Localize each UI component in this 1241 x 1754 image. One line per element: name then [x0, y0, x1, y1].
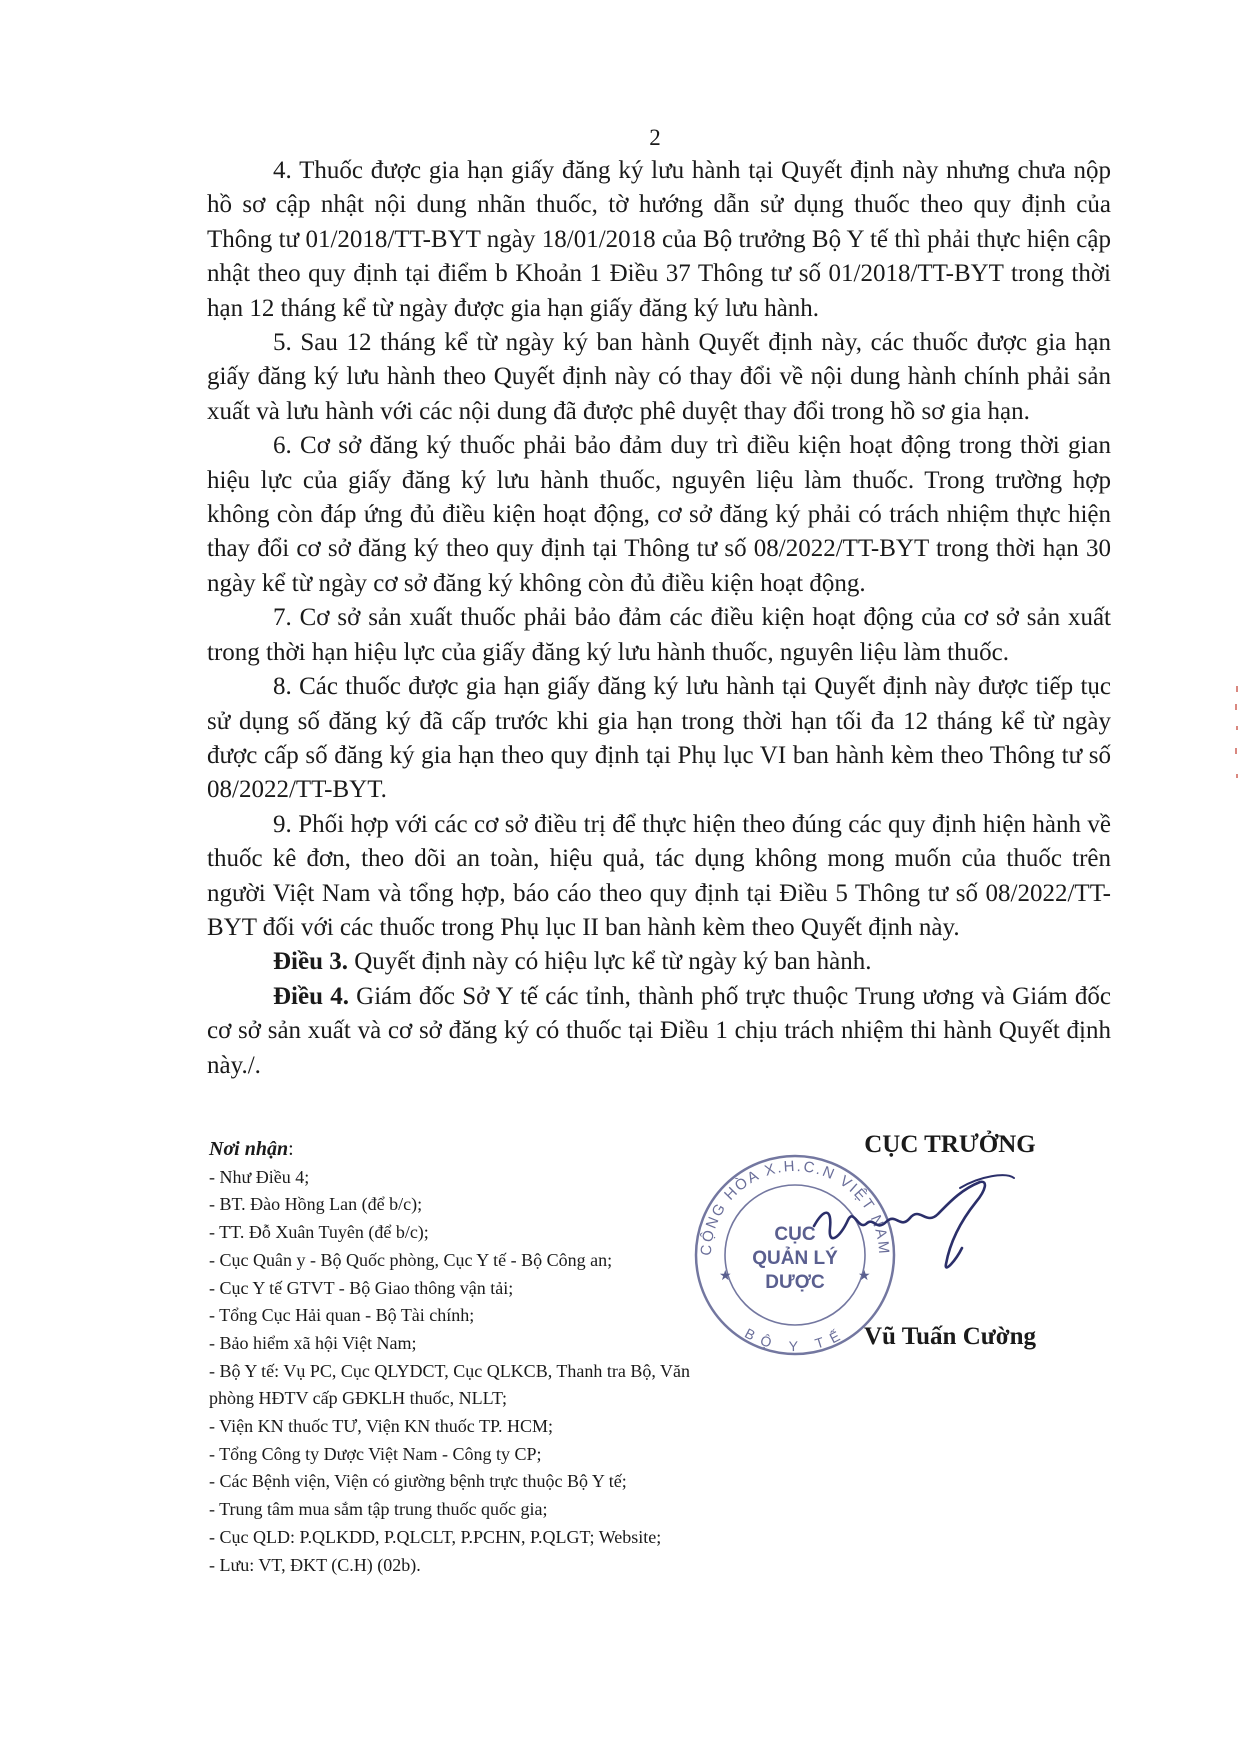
svg-text:★: ★ — [858, 1269, 871, 1284]
recipient-item: - Viện KN thuốc TƯ, Viện KN thuốc TP. HCM; — [209, 1416, 553, 1437]
svg-text:QUẢN LÝ: QUẢN LÝ — [752, 1248, 838, 1269]
clause-5: 5. Sau 12 tháng kể từ ngày ký ban hành Quyết định này, các thuốc được gia hạn giấy đăng ký lưu hành theo Quyết định này có thay đổi về nội dung hành chính phải sản xuất và lưu hành với các nội dung đã được phê duyệt thay đổi trong hồ sơ gia hạn. — [207, 329, 1111, 425]
recipient-item: - BT. Đào Hồng Lan (để b/c); — [209, 1194, 423, 1215]
recipient-item: - Trung tâm mua sắm tập trung thuốc quốc gia; — [209, 1499, 548, 1520]
svg-text:CỤC: CỤC — [774, 1224, 816, 1245]
svg-text:BỘ Y TẾ: BỘ Y TẾ — [742, 1324, 848, 1355]
signer-title: CỤC TRƯỞNG — [864, 1131, 1036, 1158]
clause-4: 4. Thuốc được gia hạn giấy đăng ký lưu hành tại Quyết định này nhưng chưa nộp hồ sơ cập nhật nội dung nhãn thuốc, tờ hướng dẫn sử dụng thuốc theo quy định của Thông tư 01/2018/TT-BYT ngày 18/01/2018 của Bộ trưởng Bộ Y tế thì phải thực hiện cập nhật theo quy định tại điểm b Khoản 1 Điều 37 Thông tư số 01/2018/TT-BYT trong thời hạn 12 tháng kể từ ngày được gia hạn giấy đăng ký lưu hành. — [207, 157, 1111, 322]
clause-9: 9. Phối hợp với các cơ sở điều trị để thực hiện theo đúng các quy định hiện hành về thuốc kê đơn, theo dõi an toàn, hiệu quả, tác dụng không mong muốn của thuốc trên người Việt Nam và tổng hợp, báo cáo theo quy định tại Điều 5 Thông tư số 08/2022/TT-BYT đối với các thuốc trong Phụ lục II ban hành kèm theo Quyết định này. — [207, 810, 1111, 941]
svg-text:★: ★ — [719, 1269, 732, 1284]
clause-8: 8. Các thuốc được gia hạn giấy đăng ký lưu hành tại Quyết định này được tiếp tục sử dụng số đăng ký đã cấp trước khi gia hạn trong thời hạn tối đa 12 tháng kể từ ngày được cấp số đăng ký gia hạn theo quy định tại Phụ lục VI ban hành kèm theo Thông tư số 08/2022/TT-BYT. — [207, 673, 1111, 804]
scan-edge-marks — [1232, 682, 1240, 792]
article-4-label: Điều 4. — [273, 982, 349, 1010]
recipient-item: - Tổng Cục Hải quan - Bộ Tài chính; — [209, 1305, 475, 1326]
article-4-text: Giám đốc Sở Y tế các tỉnh, thành phố trực thuộc Trung ương và Giám đốc cơ sở sản xuất và cơ sở đăng ký có thuốc tại Điều 1 chịu trách nhiệm thi hành Quyết định này./. — [207, 982, 1111, 1079]
recipient-item: - Bộ Y tế: Vụ PC, Cục QLYDCT, Cục QLKCB, Thanh tra Bộ, Văn phòng HĐTV cấp GĐKLH thuốc, NLLT; — [209, 1360, 691, 1409]
recipient-item: - Lưu: VT, ĐKT (C.H) (02b). — [209, 1554, 421, 1575]
recipients-heading-colon: : — [288, 1138, 294, 1160]
signer-name: Vũ Tuấn Cường — [864, 1323, 1036, 1350]
clause-7: 7. Cơ sở sản xuất thuốc phải bảo đảm các điều kiện hoạt động của cơ sở sản xuất trong thời hạn hiệu lực của giấy đăng ký lưu hành thuốc, nguyên liệu làm thuốc. — [207, 604, 1111, 666]
article-4 — [207, 980, 1111, 1083]
article-3 — [207, 945, 1111, 979]
recipient-item: - Như Điều 4; — [209, 1166, 310, 1187]
recipients-list — [209, 1136, 739, 1579]
clause-6: 6. Cơ sở đăng ký thuốc phải bảo đảm duy trì điều kiện hoạt động trong thời gian hiệu lực của giấy đăng ký lưu hành thuốc, nguyên liệu làm thuốc. Trong trường hợp không còn đáp ứng đủ điều kiện hoạt động, cơ sở đăng ký phải có trách nhiệm thực hiện thay đổi cơ sở đăng ký theo quy định tại Thông tư số 08/2022/TT-BYT trong thời hạn 30 ngày kể từ ngày cơ sở đăng ký không còn đủ điều kiện hoạt động. — [207, 432, 1111, 597]
recipient-item: - Bảo hiểm xã hội Việt Nam; — [209, 1332, 417, 1353]
recipients-heading-text: Nơi nhận — [209, 1138, 289, 1160]
article-3-text: Quyết định này có hiệu lực kể từ ngày ký ban hành. — [348, 948, 872, 976]
recipient-item: - Cục Y tế GTVT - Bộ Giao thông vận tải; — [209, 1277, 514, 1298]
document-body — [207, 154, 1111, 1083]
recipient-item: - Các Bệnh viện, Viện có giường bệnh trực thuộc Bộ Y tế; — [209, 1471, 627, 1492]
article-3-label: Điều 3. — [273, 948, 348, 976]
recipient-item: - Cục Quân y - Bộ Quốc phòng, Cục Y tế - Bộ Công an; — [209, 1249, 613, 1270]
recipients-heading — [209, 1136, 739, 1164]
recipient-item: - Tổng Công ty Dược Việt Nam - Công ty CP; — [209, 1443, 542, 1464]
svg-text:CỘNG HÒA X.H.C.N VIỆT NAM: CỘNG HÒA X.H.C.N VIỆT NAM — [697, 1157, 893, 1257]
svg-text:DƯỢC: DƯỢC — [765, 1272, 825, 1293]
recipient-item: - TT. Đỗ Xuân Tuyên (để b/c); — [209, 1222, 429, 1243]
signature-icon — [810, 1168, 1020, 1288]
recipient-item: - Cục QLD: P.QLKDD, P.QLCLT, P.PCHN, P.QLGT; Website; — [209, 1526, 662, 1547]
page-number: 2 — [649, 125, 661, 150]
